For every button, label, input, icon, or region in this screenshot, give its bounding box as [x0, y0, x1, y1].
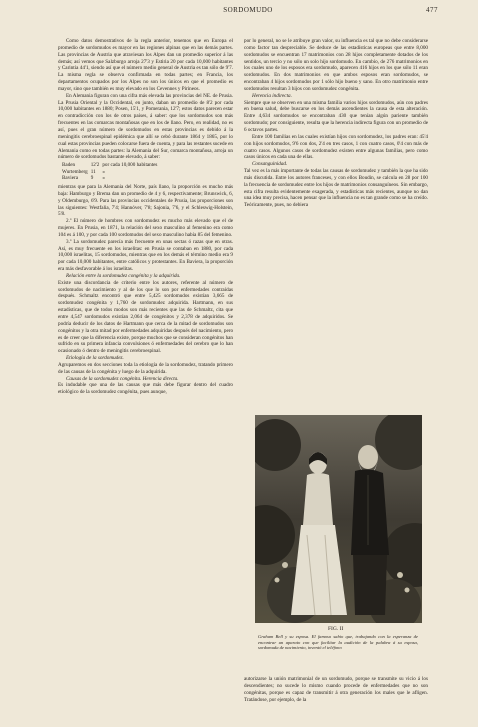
stats-value: 9 — [90, 175, 94, 182]
paragraph: Como datos demostrativos de la regla anterior, tenemos que en Europa el promedio de sordomudos es mayor en las regiones alpinas que en las demás partes. Las provincias de Austria que atraviesan los Alpes dan un promedio superior á las demás; así vemos que Salzburgo arroja 27'3 y Estiria 20 por cada 10,000 habitantes y Carintia 44'1, siendo así que el número medio general de Austria es tan sólo de 9'7. La misma regla se observa confirmada en todas partes; en Francia, los departamentos ocupados por los Alpes no son los únicos en que el promedio es mayor, sino que también es muy elevado en los Cevennes y Pirineos. — [58, 38, 233, 92]
stats-note: por cada 10,000 habitantes — [102, 162, 158, 169]
section-subheading: Relación entre la sordomudez congénita y la adquirida. — [66, 272, 181, 279]
paragraph: Entre 100 familias en las cuales existían hijos con sordomudez, los padres eran: 45'4 con hijos sordomudos, 9'6 con dos, 2'4 en tres casos, 1 con cuatro casos, 0'4 con más de cuatro casos. Algunos casos de sordomudez existen entre algunas familias, pero como casos únicos en cada una de ellas. — [244, 133, 428, 161]
stats-row — [62, 169, 160, 176]
stats-row — [62, 175, 160, 182]
running-title: SORDOMUDO — [223, 6, 273, 14]
paragraph: 2.º El número de hombres con sordomudez es mucho más elevado que el de mujeres. En Prusia, en 1871, la relación del sexo masculino al femenino era como 104 es á 100, y por cada 100 sordomudos del sexo masculino había 85 del femenino. — [58, 218, 233, 238]
stats-value: 11 — [90, 168, 96, 175]
stats-table — [62, 162, 160, 182]
section-subheading: Herencia indirecta. — [252, 92, 292, 99]
section-subheading: Causas de la sordomudez congénita. Herencia directa. — [66, 375, 179, 382]
stats-note: » — [102, 175, 105, 182]
paragraph: por lo general, no se le atribuye gran valor, su influencia es tal que no debe considerarse como factor tan despreciable. Se deduce de las estadísticas europeas que entre 8,000 sordomudos se encuentran 17 matrimonios con 28 hijos completamente dotados de los sentidos, un tercio y no sólo un solo hijo sordomudo. En cambio, de 276 matrimonios en los cuales uno de los esposos era sordomudo, aparecen 416 hijos en los que sólo 11 eran sordomudos. En dos matrimonios en que ambos esposos eran sordomudos, se encontraban 4 hijos sordomudos por 1 sólo hijo bueno y sano. En otro matrimonio entre sordomudos resultan 3 hijos con sordomudez congénita. — [244, 38, 428, 92]
figure-caption: Graham Bell y su esposa. El famoso sabio que, trabajando con la esperanza de encontrar un aparato con que facilitar la audición de la palabra á su esposa, sordomuda de nacimiento, inventó el teléfono — [258, 634, 418, 651]
stats-region: Baviera — [62, 175, 78, 182]
stats-note: » — [102, 168, 105, 175]
figure-photograph — [255, 415, 422, 623]
stats-region: Wurtemberg — [62, 168, 88, 175]
stats-value: 12'2 — [90, 162, 100, 169]
photo-illustration — [255, 415, 422, 623]
section-subheading: Etiología de la sordomudez. — [66, 355, 124, 362]
paragraph: mientras que para la Alemania del Norte, país llano, la proporción es mucho más baja: Hamburgo y Brema dan un promedio de 4 y 6, respectivamente; Brunswick, 6, y Oldemburgo, 6'9. Para las provincias occidentales de Prusia, las proporciones son las siguientes: Westfalia, 7'4; Hannóver, 7'8; Sajonia, 7'6, y el Schleswig-Holstein, 5'8. — [58, 183, 233, 218]
paragraph: Tal vez es la más importante de todas las causas de sordomudez y también la que ha sido más discutida. Entre los autores franceses, y con ellos Boudin, se calcula en 28 por 100 la frecuencia de sordomudez entre los hijos de matrimonios consanguíneos. Sin embargo, esta cifra resulta evidentemente exagerada, y estadísticas más recientes, aunque no dan una idea muy precisa, hacen pensar que la influencia no es tan grande como se ha creído. Teóricamente, pues, no debiera — [244, 168, 428, 209]
section-subheading: Consanguinidad. — [252, 161, 288, 168]
figure-label: FIG. II — [328, 626, 344, 632]
paragraph: En Alemania figuran con una cifra más elevada las provincias del NE. de Prusia. La Prusia Oriental y la Occidental, en junto, daban un promedio de 8'2 por cada 10,000 habitantes en 1880; Posen, 15'1, y Pomerania, 12'7; estos datos parecen estar en contradicción con los de otros países, á saber: que los sordomudos son más frecuentes en las comarcas montañosas que en los de llano. Pero, en realidad, no es así, pues el gran número de sordomudos en estas provincias es debido á la meningitis cerebroespinal epidémica que allí se cebó durante 1864 y 1865, por lo cual estas provincias pueden colocarse fuera de cuenta, y para las restantes sucede en Alemania como en todas partes: la Alemania del Sur, comarca montañosa, arroja un número de sordomudos bastante elevado, á saber: — [58, 92, 233, 161]
paragraph: Siempre que se observen en una misma familia varios hijos sordomudos, aún con padres en buena salud, debe buscarse en los demás ascendientes la causa de esta alteración. Entre 4,634 sordomudos se encontraban 430 que tenían algún pariente también sordomudo; por consiguiente, resulta que la herencia indirecta figura con un promedio de 6 octavos partes. — [244, 99, 428, 133]
paragraph: 3.º La sordomudez parecía más frecuente en unas sectas ó razas que en otras. Así, es muy frecuente en los israelitas: en Prusia se contaban en 1880, por cada 10,000 israelitas, 15 sordomudos, mientras que en los demás el término medio era 9 por cada 10,000 habitantes, entre católicos y protestantes. En Baviera, la proporción era más desfavorable á los israelitas. — [58, 238, 233, 273]
page-header — [58, 6, 438, 18]
right-column — [244, 38, 428, 408]
paragraph: Existe una discordancia de criterio entre los autores, referente al número de sordomudos de nacimiento y al de los que lo son por enfermedades contraídas después. Schmaltz encontró que entre 5,425 sordomudos existían 3,665 de sordomudez congénita y 1,760 de sordomudez adquirida. Hartmann, en sus estadísticas, que de todos modos son más recientes que las de Schmaltz, cita que entre 4,547 sordomudos existían 2,064 de congénitos y 2,378 de adquiridos. Se podría deducir de los datos de Hartmann que cerca de la mitad de sordomudos son congénitos y la otra mitad por enfermedades adquiridas después del nacimiento, pero es de creer que la diferencia existe, porque muchos que se consideran congénitos han sufrido en su primera infancia convulsiones ó enfermedades del cerebro que lo han ocasionado ó dentro de meningitis cerebroespinal. — [58, 279, 233, 355]
left-column — [58, 38, 233, 700]
paragraph: Agruparemos en dos secciones toda la etiología de la sordomudez, tratando primero de las causas de la congénita y luego de la adquirida. — [58, 361, 233, 375]
paragraph: autorizarse la unión matrimonial de un sordomudo, porque se transmite su vicio á los descendientes; no sucede lo mismo cuando procede de enfermedades que no son congénitas, porque es capaz de transmitir á otra generación los males que le afligen. Tratándose, por ejemplo, de la — [244, 676, 428, 703]
stats-row — [62, 162, 160, 169]
right-column-continuation — [244, 676, 428, 722]
paragraph: Es indudable que una de las causas que más debe figurar dentro del cuadro etiológico de la sordomudez congénita, pues aunque, — [58, 382, 233, 396]
page-number: 477 — [426, 6, 438, 14]
stats-region: Baden — [62, 162, 76, 169]
